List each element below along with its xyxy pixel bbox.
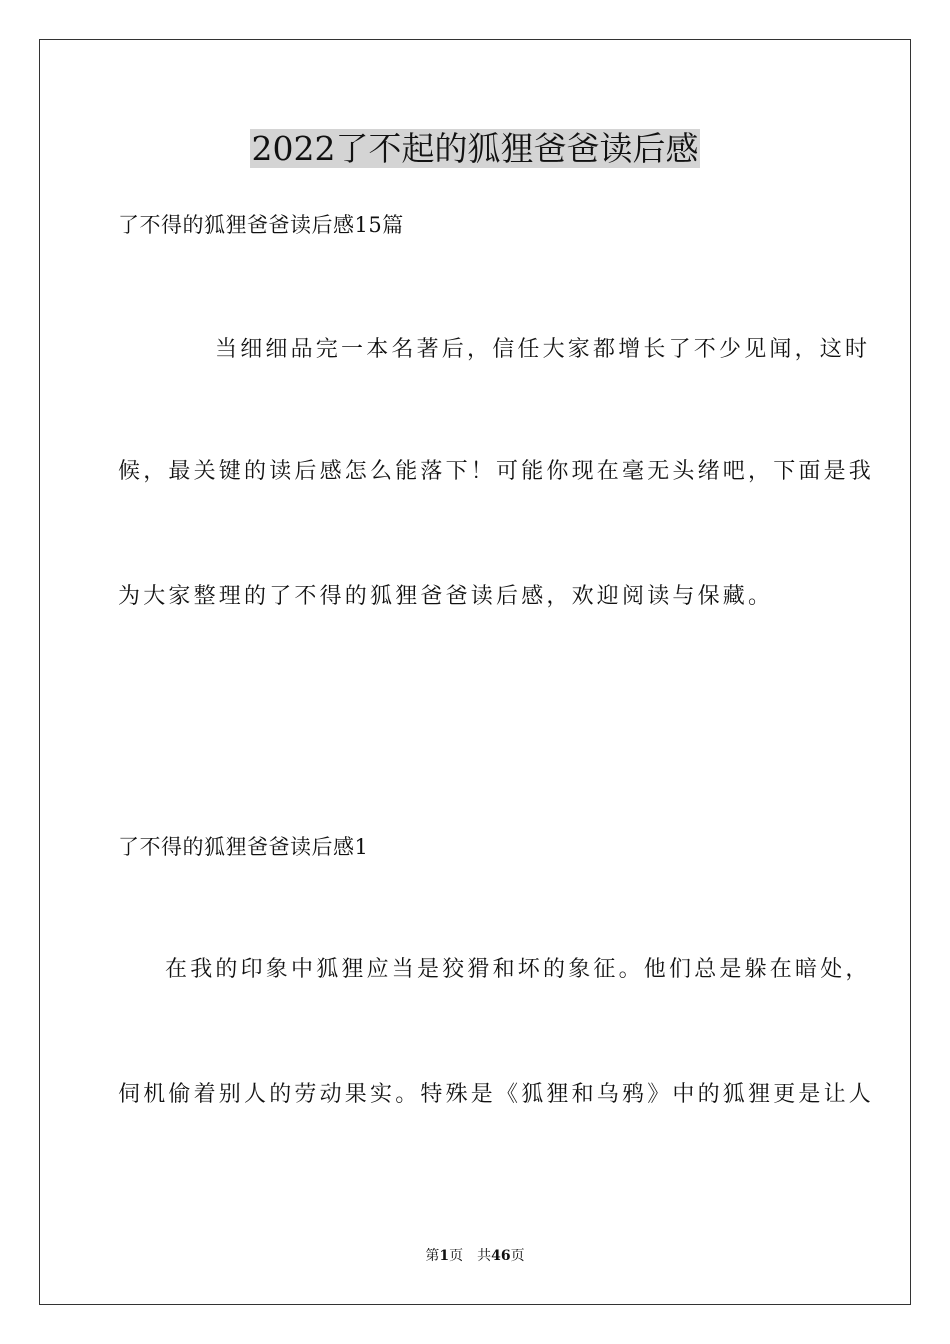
footer-page-suffix: 页 <box>449 1248 464 1264</box>
footer-page-number: 1 <box>439 1248 450 1264</box>
footer-total-pages: 46 <box>491 1248 511 1264</box>
footer-page-prefix: 第 <box>425 1248 440 1264</box>
footer-total-suffix: 页 <box>510 1248 525 1264</box>
intro-paragraph-line-2: 候，最关键的读后感怎么能落下！可能你现在毫无头绪吧，下面是我 <box>118 459 875 484</box>
footer-total-prefix: 共 <box>477 1248 492 1264</box>
subtitle-line: 了不得的狐狸爸爸读后感15篇 <box>118 213 404 237</box>
section-heading: 了不得的狐狸爸爸读后感1 <box>118 835 369 859</box>
page-footer <box>0 1246 950 1266</box>
body-paragraph-line-2: 伺机偷着别人的劳动果实。特殊是《狐狸和乌鸦》中的狐狸更是让人 <box>118 1082 875 1107</box>
document-title <box>0 125 950 173</box>
document-title-text: 2022了不起的狐狸爸爸读后感 <box>251 129 699 168</box>
intro-paragraph-line-3: 为大家整理的了不得的狐狸爸爸读后感，欢迎阅读与保藏。 <box>118 584 774 609</box>
body-paragraph-line-1: 在我的印象中狐狸应当是狡猾和坏的象征。他们总是躲在暗处， <box>165 957 871 982</box>
intro-paragraph-line-1: 当细细品完一本名著后，信任大家都增长了不少见闻，这时 <box>215 337 871 362</box>
